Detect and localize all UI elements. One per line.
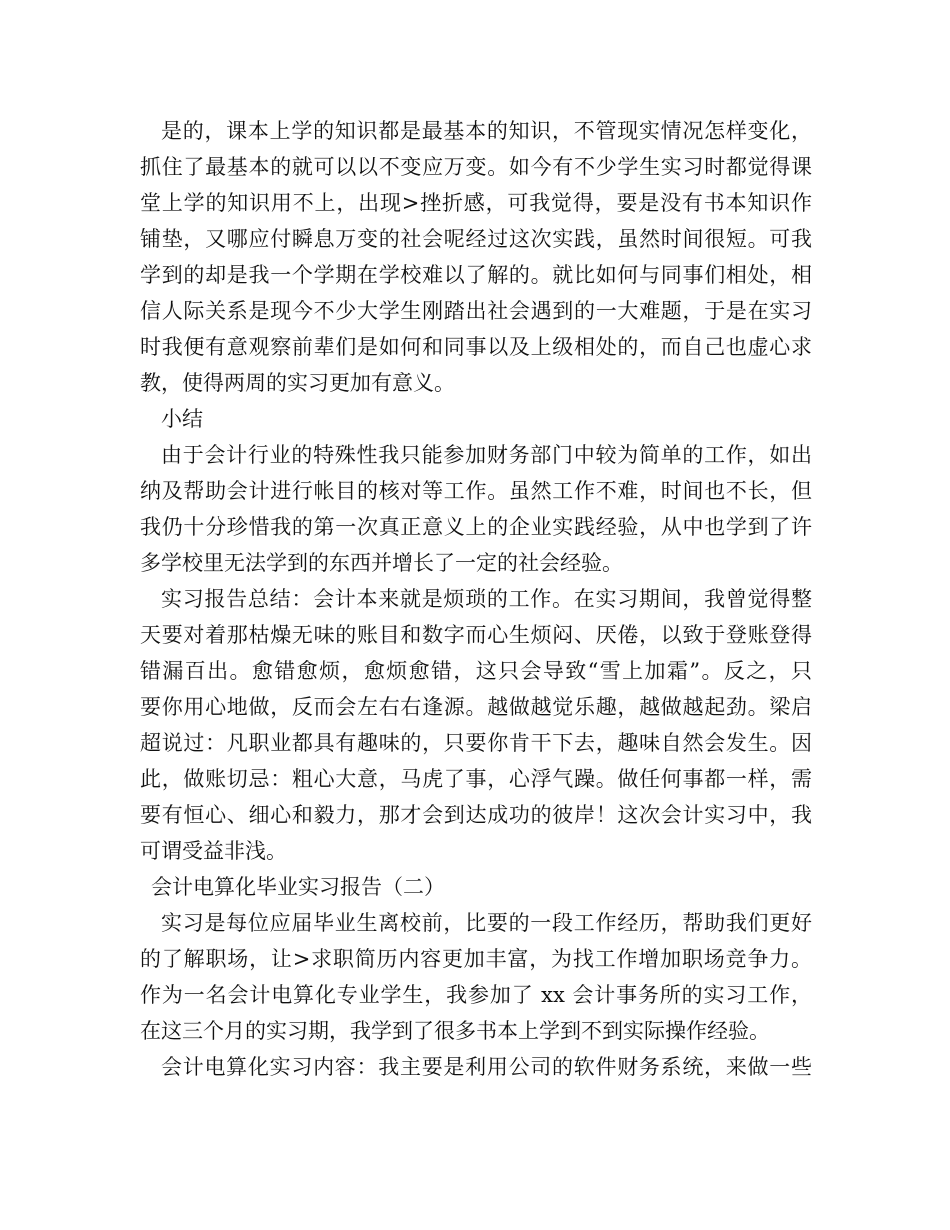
paragraph-line: 多学校里无法学到的东西并增长了一定的社会经验。 <box>140 551 623 575</box>
paragraph-line: 纳及帮助会计进行帐目的核对等工作。虽然工作不难，时间也不长，但 <box>140 479 812 503</box>
paragraph-line: 的了解职场，让>求职简历内容更加丰富，为找工作增加职场竞争力。 <box>140 947 812 971</box>
paragraph-line: 堂上学的知识用不上，出现>挫折感，可我觉得，要是没有书本知识作 <box>140 191 812 215</box>
paragraph-line: 作为一名会计电算化专业学生，我参加了 xx 会计事务所的实习工作， <box>140 983 812 1007</box>
paragraph-line: 抓住了最基本的就可以以不变应万变。如今有不少学生实习时都觉得课 <box>140 155 812 179</box>
paragraph-line: 要你用心地做，反而会左右右逢源。越做越觉乐趣，越做越起劲。梁启 <box>140 695 812 719</box>
paragraph-line: 信人际关系是现今不少大学生刚踏出社会遇到的一大难题，于是在实习 <box>140 299 812 323</box>
paragraph-line: 可谓受益非浅。 <box>140 839 287 863</box>
paragraph-line: 学到的却是我一个学期在学校难以了解的。就比如何与同事们相处，相 <box>140 263 812 287</box>
paragraph-line: 是的，课本上学的知识都是最基本的知识，不管现实情况怎样变化， <box>161 119 812 143</box>
paragraph-line: 天要对着那枯燥无味的账目和数字而心生烦闷、厌倦，以致于登账登得 <box>140 623 812 647</box>
paragraph-line: 铺垫，又哪应付瞬息万变的社会呢经过这次实践，虽然时间很短。可我 <box>140 227 812 251</box>
document-title: 会计电算化毕业实习报告（二） <box>151 875 445 899</box>
paragraph-line: 实习是每位应届毕业生离校前，比要的一段工作经历，帮助我们更好 <box>161 911 812 935</box>
paragraph-line: 在这三个月的实习期，我学到了很多书本上学到不到实际操作经验。 <box>140 1019 770 1043</box>
paragraph-line: 会计电算化实习内容：我主要是利用公司的软件财务系统，来做一些 <box>161 1055 812 1079</box>
section-heading: 小结 <box>161 407 203 431</box>
paragraph-line: 超说过：凡职业都具有趣味的，只要你肯干下去，趣味自然会发生。因 <box>140 731 812 755</box>
paragraph-line: 要有恒心、细心和毅力，那才会到达成功的彼岸！这次会计实习中，我 <box>140 803 812 827</box>
paragraph-line: 教，使得两周的实习更加有意义。 <box>140 371 455 395</box>
paragraph-line: 错漏百出。愈错愈烦，愈烦愈错，这只会导致“雪上加霜”。反之，只 <box>140 659 812 683</box>
paragraph-line: 由于会计行业的特殊性我只能参加财务部门中较为简单的工作，如出 <box>161 443 812 467</box>
paragraph-line: 我仍十分珍惜我的第一次真正意义上的企业实践经验，从中也学到了许 <box>140 515 812 539</box>
paragraph-line: 此，做账切忌：粗心大意，马虎了事，心浮气躁。做任何事都一样，需 <box>140 767 812 791</box>
paragraph-line: 实习报告总结：会计本来就是烦琐的工作。在实习期间，我曾觉得整 <box>161 587 812 611</box>
paragraph-line: 时我便有意观察前辈们是如何和同事以及上级相处的，而自己也虚心求 <box>140 335 812 359</box>
